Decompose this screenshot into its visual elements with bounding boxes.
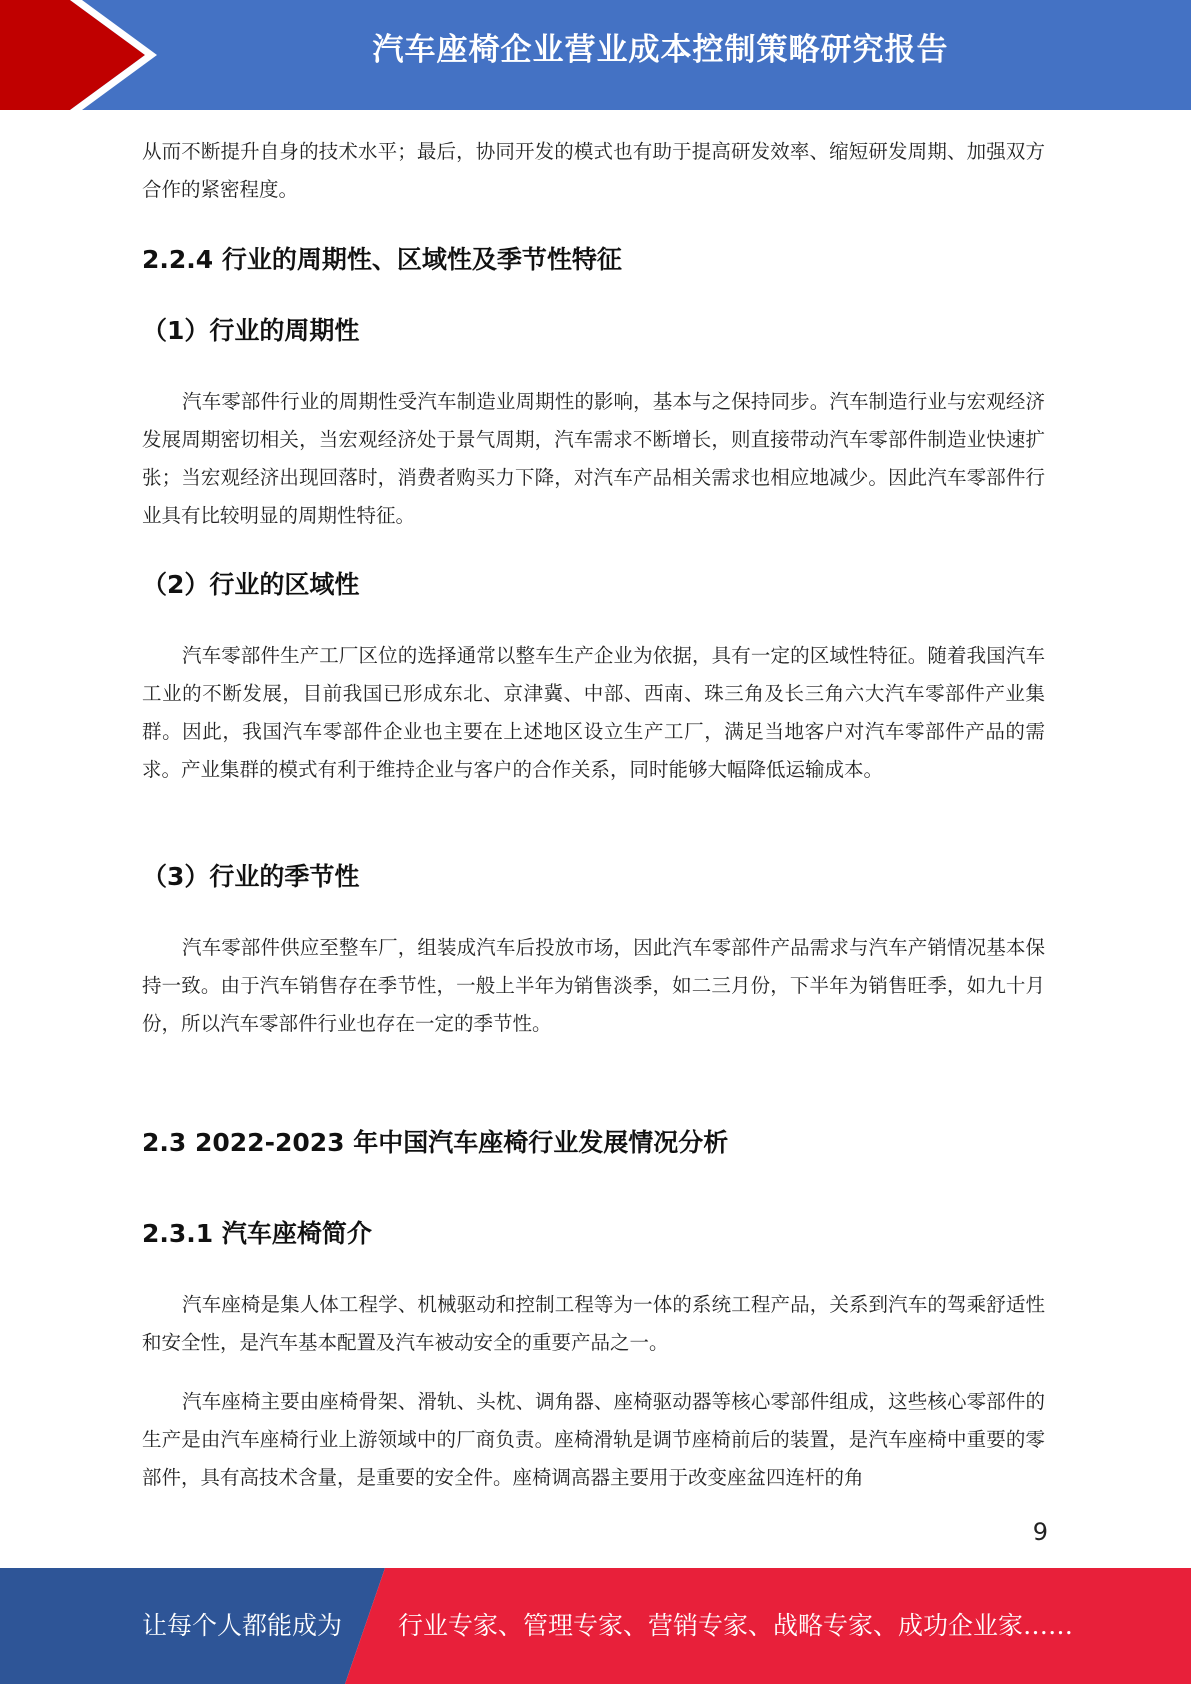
page-footer	[0, 1568, 1191, 1684]
section-heading-2-2-4: 2.2.4 行业的周期性、区域性及季节性特征	[142, 245, 622, 274]
page-number: 9	[1032, 1518, 1048, 1546]
section-heading-2-3: 2.3 2022-2023 年中国汽车座椅行业发展情况分析	[142, 1128, 729, 1157]
header-arrow-icon	[0, 0, 170, 110]
subheading-seasonality: （3）行业的季节性	[142, 862, 360, 891]
paragraph-seat-components: 汽车座椅主要由座椅骨架、滑轨、头枕、调角器、座椅驱动器等核心零部件组成，这些核心零部件的生产是由汽车座椅行业上游领域中的厂商负责。座椅滑轨是调节座椅前后的装置，是汽车座椅中重要的零部件，具有高技术含量，是重要的安全件。座椅调高器主要用于改变座盆四连杆的角	[142, 1390, 1045, 1489]
section-heading-2-3-1: 2.3.1 汽车座椅简介	[142, 1219, 372, 1248]
paragraph-seat-intro: 汽车座椅是集人体工程学、机械驱动和控制工程等为一体的系统工程产品，关系到汽车的驾乘舒适性和安全性，是汽车基本配置及汽车被动安全的重要产品之一。	[142, 1293, 1045, 1354]
paragraph-regionality: 汽车零部件生产工厂区位的选择通常以整车生产企业为依据，具有一定的区域性特征。随着我国汽车工业的不断发展，目前我国已形成东北、京津冀、中部、西南、珠三角及长三角六大汽车零部件产业集群。因此，我国汽车零部件企业也主要在上述地区设立生产工厂，满足当地客户对汽车零部件产品的需求。产业集群的模式有利于维持企业与客户的合作关系，同时能够大幅降低运输成本。	[142, 644, 1045, 781]
paragraph-continuation: 从而不断提升自身的技术水平；最后，协同开发的模式也有助于提高研发效率、缩短研发周期、加强双方合作的紧密程度。	[142, 140, 1045, 201]
footer-slogan-left: 让每个人都能成为	[142, 1611, 343, 1640]
paragraph-seasonality: 汽车零部件供应至整车厂，组装成汽车后投放市场，因此汽车零部件产品需求与汽车产销情况基本保持一致。由于汽车销售存在季节性，一般上半年为销售淡季，如二三月份，下半年为销售旺季，如九十月份，所以汽车零部件行业也存在一定的季节性。	[142, 936, 1045, 1035]
header-title: 汽车座椅企业营业成本控制策略研究报告	[372, 32, 949, 68]
footer-slogan-right: 行业专家、管理专家、营销专家、战略专家、成功企业家……	[398, 1611, 1074, 1640]
subheading-regionality: （2）行业的区域性	[142, 570, 360, 599]
page-header	[0, 0, 1191, 110]
subheading-cyclicality: （1）行业的周期性	[142, 316, 360, 345]
paragraph-cyclicality: 汽车零部件行业的周期性受汽车制造业周期性的影响，基本与之保持同步。汽车制造行业与宏观经济发展周期密切相关，当宏观经济处于景气周期，汽车需求不断增长，则直接带动汽车零部件制造业快速扩张；当宏观经济出现回落时，消费者购买力下降，对汽车产品相关需求也相应地减少。因此汽车零部件行业具有比较明显的周期性特征。	[142, 390, 1045, 527]
